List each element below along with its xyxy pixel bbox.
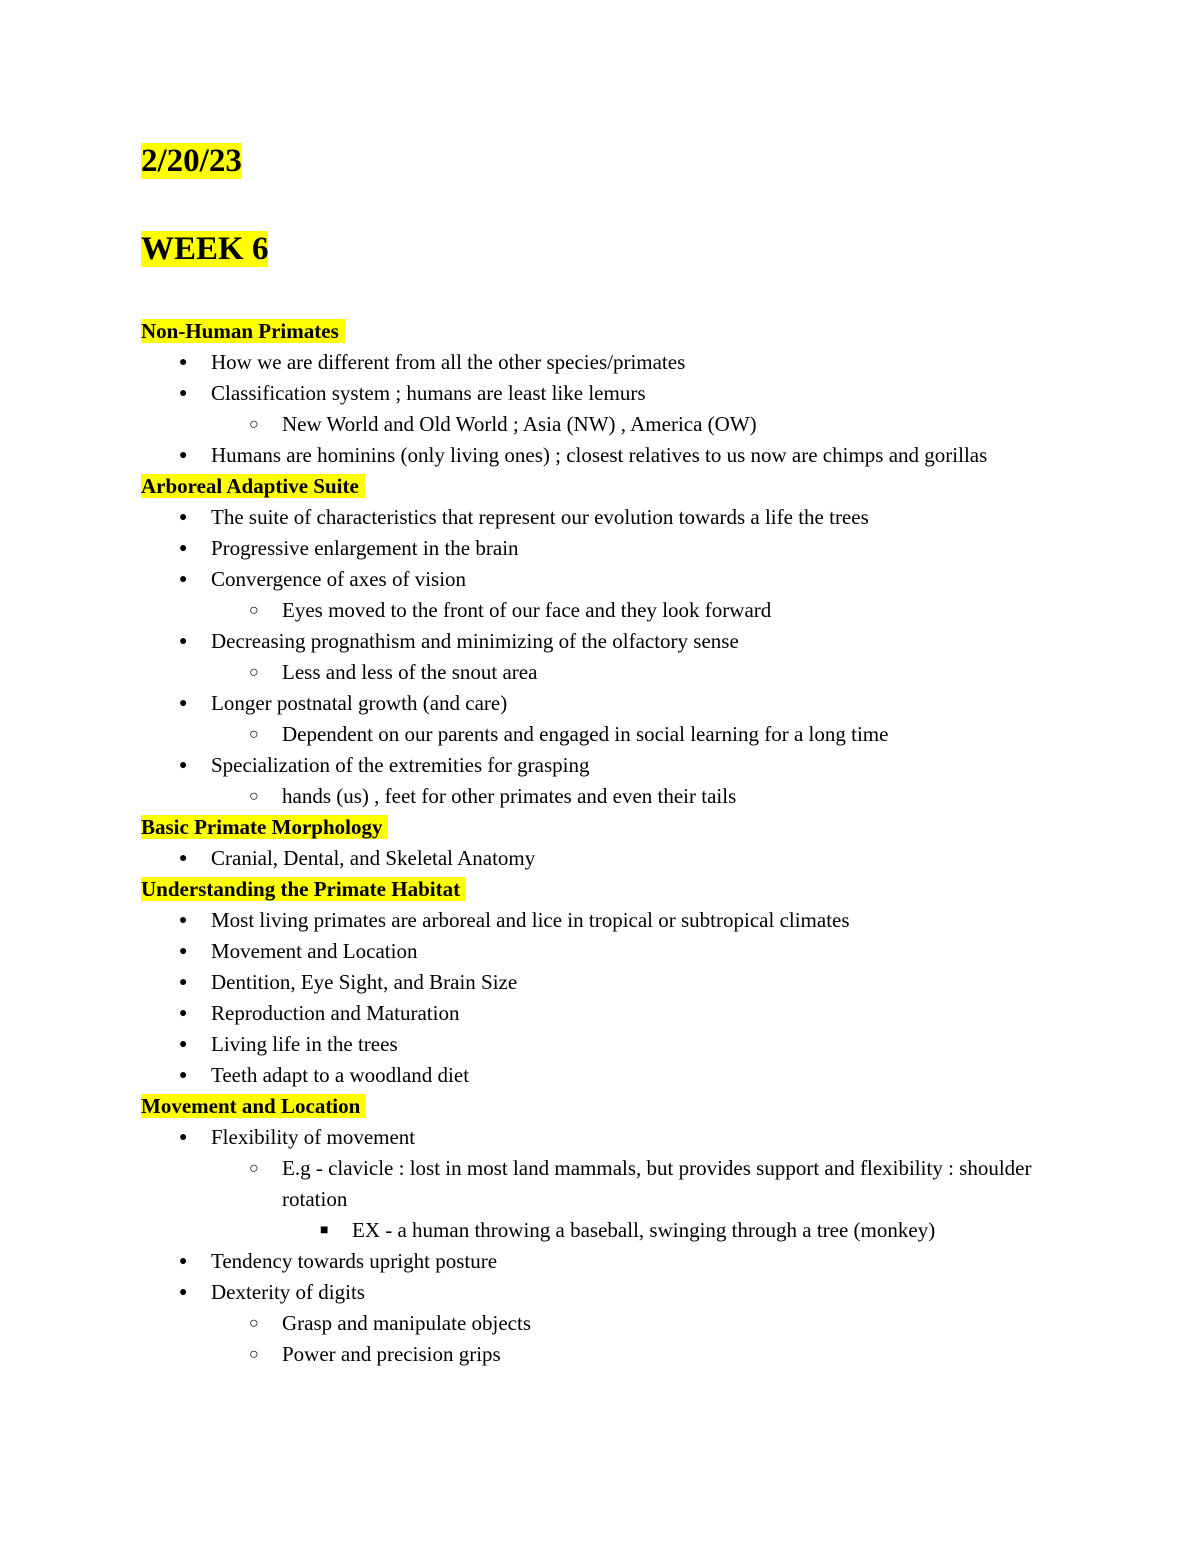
list-item-text: Flexibility of movement xyxy=(211,1125,416,1149)
list-item xyxy=(141,1215,1061,1246)
list-item xyxy=(141,998,1061,1029)
filled-circle-bullet-icon: ● xyxy=(179,572,188,587)
date-heading xyxy=(141,141,242,181)
list-item-text: Eyes moved to the front of our face and they look forward xyxy=(282,598,772,622)
list-item xyxy=(141,905,1061,936)
list-item-text: Living life in the trees xyxy=(211,1032,398,1056)
hollow-circle-bullet-icon: ○ xyxy=(249,1315,259,1332)
list-item-text: Dentition, Eye Sight, and Brain Size xyxy=(211,970,518,994)
list-item-text: Most living primates are arboreal and lice in tropical or subtropical climates xyxy=(211,908,850,932)
list-item-text: hands (us) , feet for other primates and even their tails xyxy=(282,784,737,808)
hollow-circle-bullet-icon: ○ xyxy=(249,726,259,743)
list-item xyxy=(141,1122,1061,1153)
list-item xyxy=(141,750,1061,781)
filled-circle-bullet-icon: ● xyxy=(179,355,188,370)
section-heading-text: Understanding the Primate Habitat xyxy=(141,877,466,901)
list-item xyxy=(141,626,1061,657)
list-item xyxy=(141,657,1061,688)
section-heading-text: Non-Human Primates xyxy=(141,319,345,343)
list-item-text: Grasp and manipulate objects xyxy=(282,1311,532,1335)
list-item xyxy=(141,595,1061,626)
section-heading xyxy=(141,471,1061,502)
section-heading xyxy=(141,316,1061,347)
week-text: WEEK 6 xyxy=(141,231,269,267)
filled-circle-bullet-icon: ● xyxy=(179,975,188,990)
list-item xyxy=(141,1277,1061,1308)
filled-circle-bullet-icon: ● xyxy=(179,1006,188,1021)
filled-circle-bullet-icon: ● xyxy=(179,1130,188,1145)
list-item-text: Reproduction and Maturation xyxy=(211,1001,460,1025)
filled-circle-bullet-icon: ● xyxy=(179,758,188,773)
list-item-text: Power and precision grips xyxy=(282,1342,501,1366)
bullet-list xyxy=(141,843,1061,874)
hollow-circle-bullet-icon: ○ xyxy=(249,664,259,681)
list-item-text: Humans are hominins (only living ones) ; closest relatives to us now are chimps and gorillas xyxy=(211,443,988,467)
list-item xyxy=(141,564,1061,595)
week-heading xyxy=(141,229,268,269)
list-item xyxy=(141,1029,1061,1060)
hollow-circle-bullet-icon: ○ xyxy=(249,1346,259,1363)
list-item-text: Cranial, Dental, and Skeletal Anatomy xyxy=(211,846,536,870)
list-item xyxy=(141,440,1061,471)
list-item-text: New World and Old World ; Asia (NW) , America (OW) xyxy=(282,412,757,436)
list-item xyxy=(141,378,1061,409)
filled-circle-bullet-icon: ● xyxy=(179,1068,188,1083)
list-item-text: EX - a human throwing a baseball, swinging through a tree (monkey) xyxy=(352,1218,936,1242)
list-item xyxy=(141,967,1061,998)
hollow-circle-bullet-icon: ○ xyxy=(249,788,259,805)
list-item-text: Longer postnatal growth (and care) xyxy=(211,691,508,715)
list-item-text: Teeth adapt to a woodland diet xyxy=(211,1063,470,1087)
list-item-text: Classification system ; humans are least like lemurs xyxy=(211,381,646,405)
list-item-text: Convergence of axes of vision xyxy=(211,567,467,591)
filled-circle-bullet-icon: ● xyxy=(179,510,188,525)
list-item-text: Movement and Location xyxy=(211,939,418,963)
notes-body xyxy=(141,316,1061,1370)
list-item-text: The suite of characteristics that represent our evolution towards a life the trees xyxy=(211,505,869,529)
filled-circle-bullet-icon: ● xyxy=(179,696,188,711)
list-item xyxy=(141,719,1061,750)
filled-circle-bullet-icon: ● xyxy=(179,1037,188,1052)
filled-circle-bullet-icon: ● xyxy=(179,386,188,401)
list-item-text: How we are different from all the other species/primates xyxy=(211,350,686,374)
filled-circle-bullet-icon: ● xyxy=(179,541,188,556)
date-text: 2/20/23 xyxy=(141,143,242,179)
list-item-text: Less and less of the snout area xyxy=(282,660,538,684)
list-item xyxy=(141,1153,1061,1215)
section-heading xyxy=(141,812,1061,843)
list-item xyxy=(141,781,1061,812)
list-item xyxy=(141,1246,1061,1277)
bullet-list xyxy=(141,1122,1061,1370)
filled-circle-bullet-icon: ● xyxy=(179,448,188,463)
filled-circle-bullet-icon: ● xyxy=(179,913,188,928)
list-item xyxy=(141,1339,1061,1370)
list-item-text: Decreasing prognathism and minimizing of the olfactory sense xyxy=(211,629,739,653)
bullet-list xyxy=(141,347,1061,471)
filled-circle-bullet-icon: ● xyxy=(179,1254,188,1269)
list-item-text: Progressive enlargement in the brain xyxy=(211,536,519,560)
section-heading xyxy=(141,1091,1061,1122)
list-item xyxy=(141,347,1061,378)
list-item-text: Dexterity of digits xyxy=(211,1280,365,1304)
list-item-text: Specialization of the extremities for grasping xyxy=(211,753,590,777)
hollow-circle-bullet-icon: ○ xyxy=(249,1160,259,1177)
list-item xyxy=(141,409,1061,440)
list-item xyxy=(141,1308,1061,1339)
section-heading-text: Movement and Location xyxy=(141,1094,366,1118)
list-item xyxy=(141,843,1061,874)
bullet-list xyxy=(141,502,1061,812)
list-item-text: E.g - clavicle : lost in most land mammals, but provides support and flexibility : shoulder rotation xyxy=(282,1156,1032,1211)
list-item xyxy=(141,533,1061,564)
list-item xyxy=(141,688,1061,719)
filled-circle-bullet-icon: ● xyxy=(179,851,188,866)
list-item xyxy=(141,1060,1061,1091)
list-item-text: Tendency towards upright posture xyxy=(211,1249,498,1273)
filled-circle-bullet-icon: ● xyxy=(179,944,188,959)
list-item-text: Dependent on our parents and engaged in social learning for a long time xyxy=(282,722,889,746)
hollow-circle-bullet-icon: ○ xyxy=(249,602,259,619)
section-heading-text: Basic Primate Morphology xyxy=(141,815,388,839)
filled-circle-bullet-icon: ● xyxy=(179,1285,188,1300)
bullet-list xyxy=(141,905,1061,1091)
filled-circle-bullet-icon: ● xyxy=(179,634,188,649)
list-item xyxy=(141,502,1061,533)
square-bullet-icon: ■ xyxy=(320,1223,329,1238)
section-heading-text: Arboreal Adaptive Suite xyxy=(141,474,365,498)
section-heading xyxy=(141,874,1061,905)
hollow-circle-bullet-icon: ○ xyxy=(249,416,259,433)
list-item xyxy=(141,936,1061,967)
